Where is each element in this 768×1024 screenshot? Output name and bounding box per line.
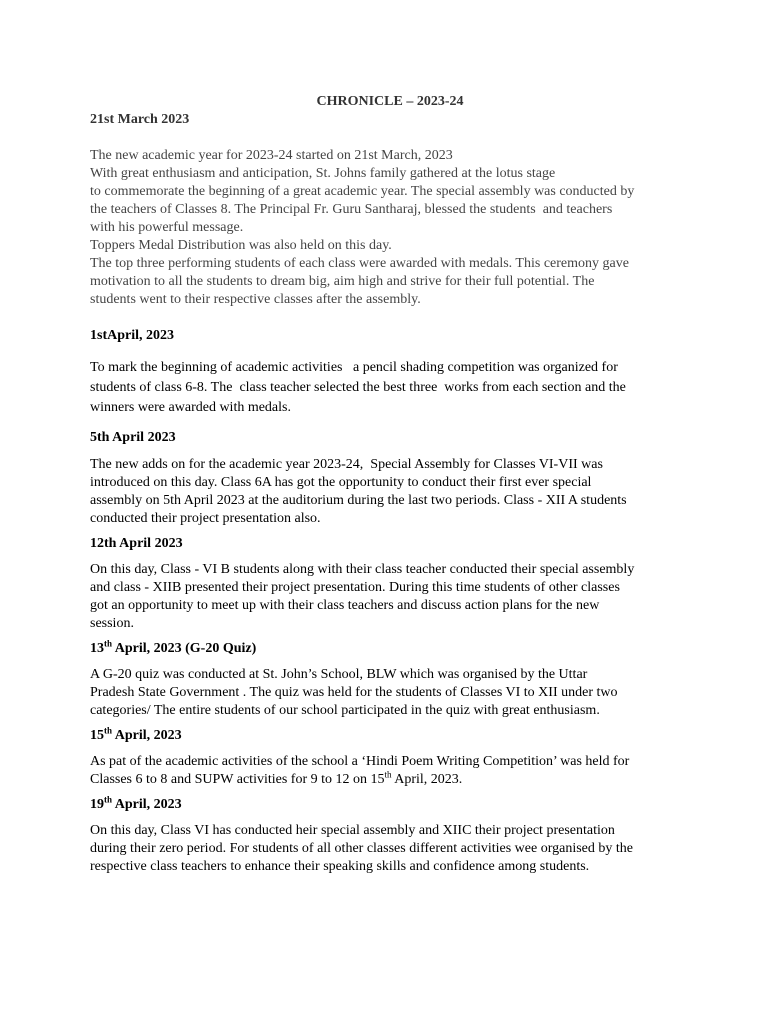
body-line: winners were awarded with medals.	[90, 400, 291, 415]
section-body-13-april	[90, 666, 690, 720]
body-line	[90, 771, 690, 789]
ordinal-suffix: th	[384, 769, 392, 780]
intro-line: with his powerful message.	[90, 220, 244, 235]
section-body-19-april	[90, 822, 690, 876]
body-line: A G-20 quiz was conducted at St. John’s School, BLW which was organised by the Uttar	[90, 667, 588, 682]
document-title: CHRONICLE – 2023-24	[316, 94, 464, 109]
ordinal-suffix: th	[104, 638, 113, 649]
body-line: categories/ The entire students of our school participated in the quiz with great enthusiasm.	[90, 703, 600, 718]
intro-line: The new academic year for 2023-24 started on 21st March, 2023	[90, 148, 453, 163]
section-body-12-april	[90, 561, 690, 633]
body-line: conducted their project presentation also.	[90, 511, 321, 526]
body-line: On this day, Class VI has conducted heir special assembly and XIIC their project presentation	[90, 823, 615, 838]
body-line: during their zero period. For students of all other classes different activities wee organised by the	[90, 841, 633, 856]
ordinal-suffix: th	[104, 794, 113, 805]
section-date-1-april: 1stApril, 2023	[90, 328, 174, 343]
body-line: got an opportunity to meet up with their class teachers and discuss action plans for the new	[90, 598, 600, 613]
section-date-19-april	[90, 796, 690, 814]
date-rest: April, 2023 (G-20 Quiz)	[112, 641, 257, 656]
section-date-13-april	[90, 640, 690, 658]
date-number: 13	[90, 641, 104, 656]
section-body-5-april	[90, 456, 690, 528]
section-date-15-april	[90, 727, 690, 745]
body-line: introduced on this day. Class 6A has got the opportunity to conduct their first ever special	[90, 475, 592, 490]
section-date-5-april: 5th April 2023	[90, 430, 176, 445]
body-line: students of class 6-8. The class teacher selected the best three works from each section and the	[90, 380, 626, 395]
date-rest: April, 2023	[112, 797, 182, 812]
section-date-21-march: 21st March 2023	[90, 112, 190, 127]
section-body-1-april	[90, 358, 690, 418]
intro-line: the teachers of Classes 8. The Principal Fr. Guru Santharaj, blessed the students and teachers	[90, 202, 613, 217]
date-number: 19	[90, 797, 104, 812]
date-rest: April, 2023	[112, 728, 182, 743]
date-number: 15	[90, 728, 104, 743]
intro-line: The top three performing students of each class were awarded with medals. This ceremony gave	[90, 256, 629, 271]
body-line: Pradesh State Government . The quiz was held for the students of Classes VI to XII under two	[90, 685, 618, 700]
document-page	[90, 93, 690, 876]
body-line: To mark the beginning of academic activities a pencil shading competition was organized for	[90, 360, 618, 375]
intro-paragraph	[90, 147, 690, 309]
intro-line: motivation to all the students to dream big, aim high and strive for their full potential. The	[90, 274, 595, 289]
section-date-12-april: 12th April 2023	[90, 536, 183, 551]
section-body-15-april	[90, 753, 690, 789]
body-line: assembly on 5th April 2023 at the auditorium during the last two periods. Class - XII A students	[90, 493, 627, 508]
body-line: On this day, Class - VI B students along with their class teacher conducted their special assembly	[90, 562, 635, 577]
intro-line: students went to their respective classes after the assembly.	[90, 292, 421, 307]
body-line: respective class teachers to enhance their speaking skills and confidence among students.	[90, 859, 590, 874]
body-line: The new adds on for the academic year 2023-24, Special Assembly for Classes VI-VII was	[90, 457, 603, 472]
intro-line: to commemorate the beginning of a great academic year. The special assembly was conducted by	[90, 184, 635, 199]
ordinal-suffix: th	[104, 725, 113, 736]
body-line: session.	[90, 616, 134, 631]
intro-line: With great enthusiasm and anticipation, St. Johns family gathered at the lotus stage	[90, 166, 556, 181]
body-text: April, 2023.	[391, 772, 463, 787]
body-text: Classes 6 to 8 and SUPW activities for 9 to 12 on 15	[90, 772, 385, 787]
body-line: and class - XIIB presented their project presentation. During this time students of other classes	[90, 580, 620, 595]
intro-line: Toppers Medal Distribution was also held on this day.	[90, 238, 392, 253]
body-line: As pat of the academic activities of the school a ‘Hindi Poem Writing Competition’ was held for	[90, 754, 630, 769]
